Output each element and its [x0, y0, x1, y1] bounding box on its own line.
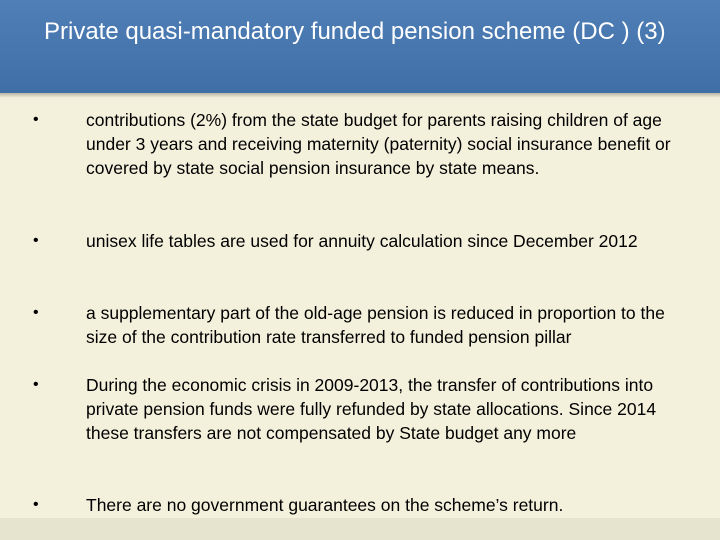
bullet-marker: •	[33, 304, 39, 321]
title-bar	[0, 0, 720, 93]
bullet-text: a supplementary part of the old-age pension is reduced in proportion to the size of the contribution rate transferred to funded pension pillar	[86, 303, 665, 347]
bullet-text: unisex life tables are used for annuity calculation since December 2012	[86, 231, 638, 251]
footer-strip	[0, 518, 720, 540]
bullet-marker: •	[33, 111, 39, 128]
bullet-marker: •	[33, 496, 39, 513]
bullet-list	[0, 98, 720, 518]
bullet-text: There are no government guarantees on the scheme’s return.	[86, 495, 564, 515]
bullet-text: During the economic crisis in 2009-2013, the transfer of contributions into private pension funds were fully refunded by state allocations. Since 2014 these transfers are not compensated by State budget any more	[86, 375, 657, 443]
bullet-marker: •	[33, 232, 39, 249]
bullet-text: contributions (2%) from the state budget for parents raising children of age under 3 years and receiving maternity (paternity) social insurance benefit or covered by state social pension insurance by state means.	[86, 110, 671, 178]
bullet-marker: •	[33, 376, 39, 393]
slide-title: Private quasi-mandatory funded pension scheme (DC ) (3)	[44, 18, 666, 45]
